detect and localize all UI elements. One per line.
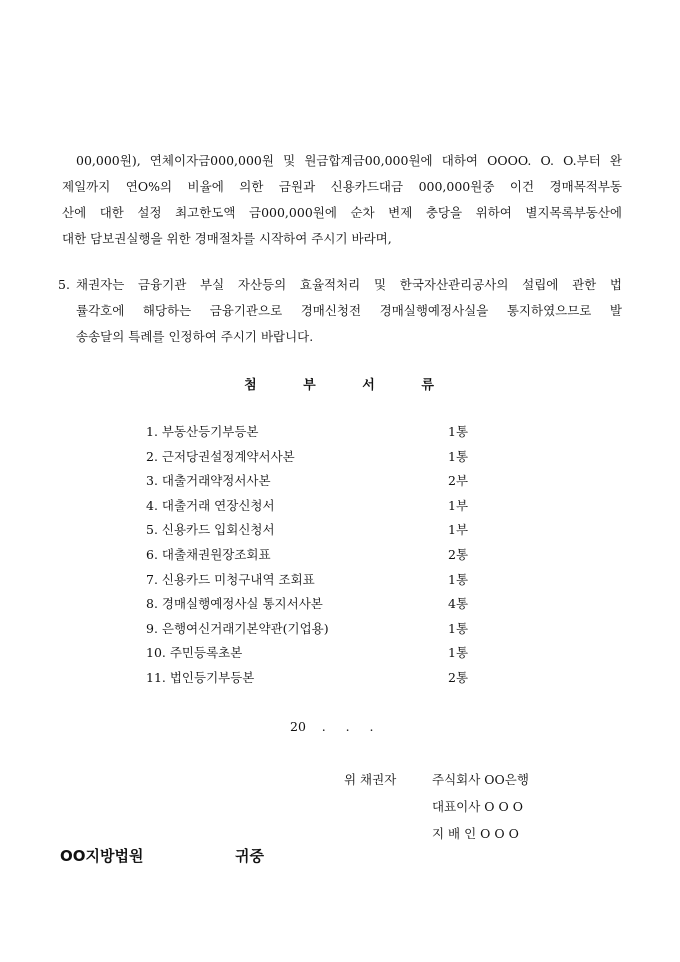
creditor-label: 위 채권자	[344, 772, 397, 787]
text-line: 산에 대한 설정 최고한도액 금000,000원에 순차 변제 충당을 위하여 별지목록부동산에	[62, 205, 622, 220]
attachments-heading	[0, 374, 680, 393]
attachment-name: 6. 대출채권원장조회표	[146, 546, 271, 562]
text-line: 률각호에 해당하는 금융기관으로 경매신청전 경매실행예정사실을 통지하였으므로 발	[76, 303, 622, 318]
attachment-item	[146, 518, 476, 543]
heading-char: 부	[303, 378, 318, 393]
attachment-name: 9. 은행여신거래기본약관(기업용)	[146, 620, 329, 636]
attachment-qty: 4통	[448, 596, 469, 612]
heading-char: 서	[362, 378, 377, 393]
paragraph-number: 5.	[58, 277, 70, 292]
attachment-name: 10. 주민등록초본	[146, 645, 243, 661]
attachment-name: 4. 대출거래 연장신청서	[146, 497, 275, 513]
attachment-name: 5. 신용카드 입회신청서	[146, 522, 275, 538]
attachment-name: 8. 경매실행예정사실 통지서사본	[146, 596, 323, 612]
document-date: 20 . . .	[290, 719, 374, 734]
attachment-item	[146, 641, 476, 666]
attachment-qty: 1통	[448, 571, 469, 587]
attachment-qty: 2부	[448, 473, 469, 489]
attachment-item	[146, 543, 476, 568]
attachment-qty: 1통	[448, 620, 469, 636]
attachment-item	[146, 592, 476, 617]
attachment-qty: 1부	[448, 522, 469, 538]
attachment-qty: 1통	[448, 448, 469, 464]
attachment-name: 3. 대출거래약정서사본	[146, 473, 271, 489]
honorific: 귀중	[235, 847, 264, 865]
attachment-qty: 2통	[448, 669, 469, 685]
attachments-list	[146, 420, 476, 691]
attachment-name: 11. 법인등기부등본	[146, 669, 255, 685]
attachment-qty: 1부	[448, 497, 469, 513]
attachment-qty: 1통	[448, 424, 469, 439]
text-line: 송송달의 특례를 인정하여 주시기 바랍니다.	[76, 329, 314, 344]
court-name: OO지방법원	[60, 847, 144, 865]
branch-manager-line: 지 배 인 O O O	[432, 826, 519, 841]
representative-line: 대표이사 O O O	[432, 799, 523, 814]
heading-char: 류	[421, 378, 436, 393]
text-line: 00,000원), 연체이자금000,000원 및 원금합계금00,000원에 대하여 OOOO. O. O.부터 완	[76, 153, 622, 168]
attachment-item	[146, 568, 476, 593]
attachment-item	[146, 617, 476, 642]
creditor-company: 주식회사 OO은행	[432, 772, 529, 787]
attachment-item	[146, 494, 476, 519]
paragraph-interest-claim	[62, 148, 622, 252]
attachment-name: 2. 근저당권설정계약서사본	[146, 448, 295, 464]
attachment-qty: 2통	[448, 546, 469, 562]
text-line: 제일까지 연O%의 비율에 의한 금원과 신용카드대금 000,000원중 이건 경매목적부동	[62, 179, 622, 194]
paragraph-special-service	[58, 272, 622, 350]
text-line: 대한 담보권실행을 위한 경매절차를 시작하여 주시기 바라며,	[62, 231, 392, 246]
attachment-item	[146, 420, 476, 445]
attachment-item	[146, 666, 476, 691]
attachment-item	[146, 445, 476, 470]
attachment-name: 7. 신용카드 미청구내역 조회표	[146, 571, 315, 587]
attachment-item	[146, 469, 476, 494]
text-line: 채권자는 금융기관 부실 자산등의 효율적처리 및 한국자산관리공사의 설립에 관한 법	[76, 277, 622, 292]
attachment-name: 1. 부동산등기부등본	[146, 424, 259, 439]
attachment-qty: 1통	[448, 645, 469, 661]
heading-char: 첨	[244, 378, 259, 393]
